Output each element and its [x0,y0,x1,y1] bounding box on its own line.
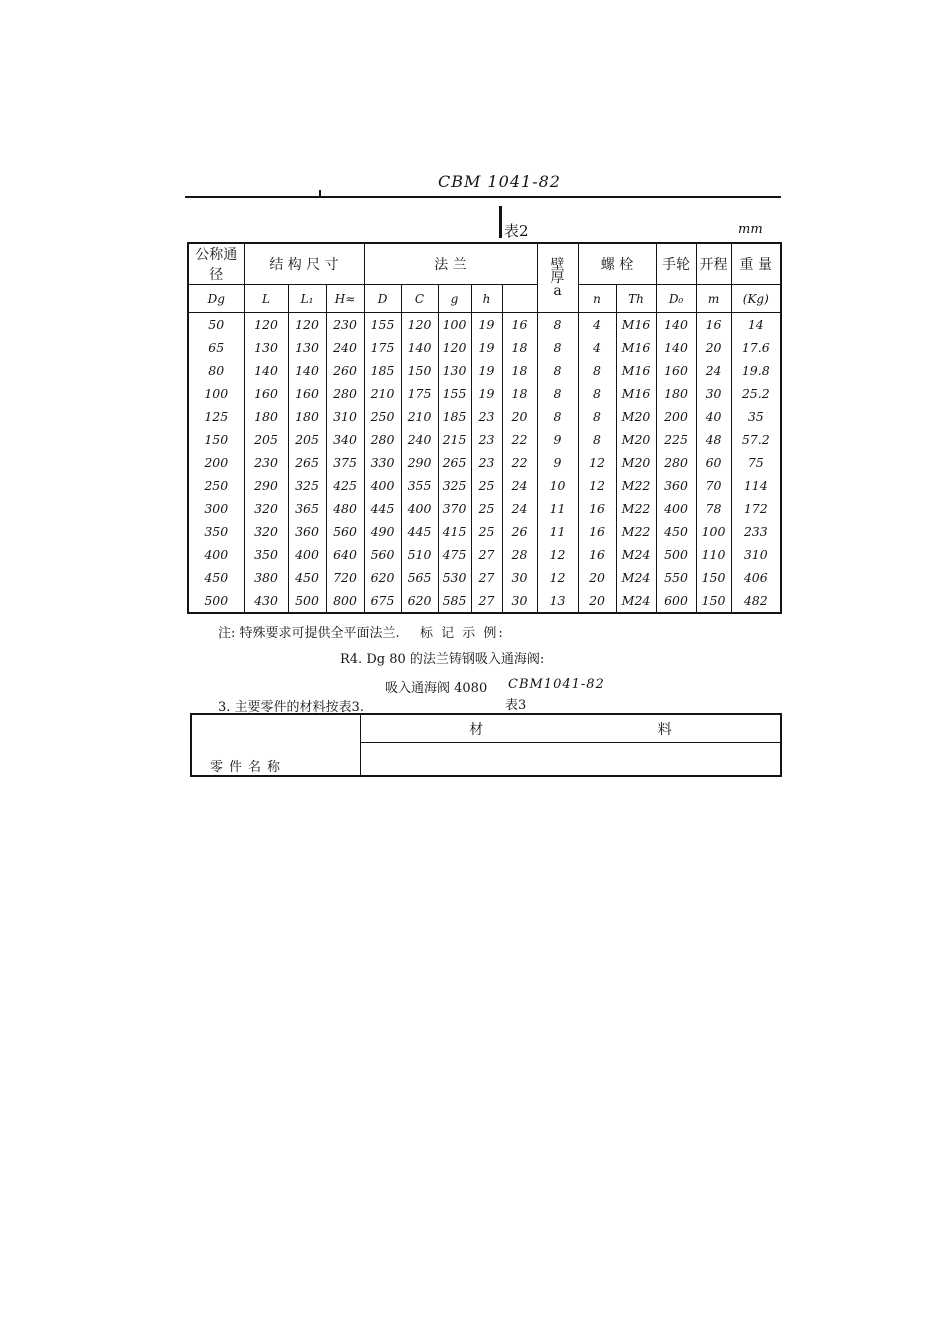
table-cell: 620 [364,566,401,589]
table-cell: M16 [616,313,656,337]
column-header: D [364,285,401,313]
marking-example-heading: 标 记 示 例: [420,626,505,641]
table-cell: 406 [731,566,781,589]
marking-example-mark: 吸入通海阀 4080 [385,681,488,696]
table-cell: 100 [696,520,731,543]
table-cell: 125 [188,405,244,428]
table-cell: 12 [537,543,578,566]
table-cell: 12 [578,451,616,474]
unit-label: mm [738,222,763,237]
table-cell: 19.8 [731,359,781,382]
table-row [188,428,781,451]
table3-label: 表3 [505,698,527,713]
table-cell: 57.2 [731,428,781,451]
header-wall-thickness: 壁 厚 a [537,243,578,313]
table-cell: 380 [244,566,288,589]
table-cell: 16 [696,313,731,337]
table-cell: 330 [364,451,401,474]
table-cell: 40 [696,405,731,428]
header-weight: 重 量 [731,243,781,285]
table-cell: 8 [578,359,616,382]
table-cell: 800 [326,589,364,613]
table-cell: 16 [578,497,616,520]
table-cell: 400 [288,543,326,566]
table-cell: 23 [471,405,502,428]
table-cell: 340 [326,428,364,451]
materials-table-clip [190,713,782,775]
table-cell: 210 [364,382,401,405]
header-part-name: 零件名称 [191,714,361,776]
table-cell: 8 [578,405,616,428]
table-row [188,313,781,337]
table-cell: 130 [438,359,471,382]
table-cell: 280 [656,451,696,474]
table-cell: 225 [656,428,696,451]
table-cell: 180 [244,405,288,428]
table-cell: 140 [244,359,288,382]
column-header: m [696,285,731,313]
table-cell: 560 [326,520,364,543]
table-cell: 27 [471,589,502,613]
table-cell: 565 [401,566,438,589]
table-cell: M22 [616,520,656,543]
table-cell: 100 [188,382,244,405]
table-cell: 20 [696,336,731,359]
table-cell: 325 [288,474,326,497]
table-cell: 360 [288,520,326,543]
table2-body [188,313,781,614]
table-cell: 260 [326,359,364,382]
table-cell: 8 [537,313,578,337]
table-cell: M16 [616,382,656,405]
table-cell: 230 [244,451,288,474]
table-cell: 11 [537,520,578,543]
table-cell: 130 [288,336,326,359]
table-cell: 175 [401,382,438,405]
table-cell: 18 [502,359,537,382]
table-cell: 350 [244,543,288,566]
table-cell: 160 [244,382,288,405]
table-cell: 12 [537,566,578,589]
table-cell: 280 [364,428,401,451]
table-cell: 445 [401,520,438,543]
table-cell: 375 [326,451,364,474]
table-cell: 10 [537,474,578,497]
table-cell: 24 [502,474,537,497]
table-cell: 22 [502,428,537,451]
table-cell: 12 [578,474,616,497]
table-cell: 150 [696,566,731,589]
table-cell: 100 [438,313,471,337]
table-cell: 560 [364,543,401,566]
column-header [502,285,537,313]
table-cell: 510 [401,543,438,566]
table-cell: 320 [244,520,288,543]
table-row [188,520,781,543]
table-cell: 35 [731,405,781,428]
table-cell: 75 [731,451,781,474]
table-cell: 200 [188,451,244,474]
table-cell: 28 [502,543,537,566]
table-cell: 530 [438,566,471,589]
table2-label: 表2 [504,222,529,240]
table-cell: 240 [326,336,364,359]
table-row [188,336,781,359]
column-header: (Kg) [731,285,781,313]
table-cell: 25.2 [731,382,781,405]
table-cell: 280 [326,382,364,405]
table-row [188,497,781,520]
table-row [188,451,781,474]
table-cell: 265 [438,451,471,474]
table-cell: 23 [471,428,502,451]
table-cell: 19 [471,359,502,382]
table-cell: 450 [656,520,696,543]
materials-note: 3. 主要零件的材料按表3. [218,700,364,715]
table-cell: 120 [244,313,288,337]
table-cell: 26 [502,520,537,543]
table-row [188,543,781,566]
table-cell: 320 [244,497,288,520]
header-material: 材 料 [361,714,782,743]
table-cell: 450 [188,566,244,589]
table-cell: 480 [326,497,364,520]
column-header: D₀ [656,285,696,313]
column-header: n [578,285,616,313]
table-cell: 8 [537,336,578,359]
table-cell: 400 [364,474,401,497]
table-cell: 20 [578,566,616,589]
table-cell: 16 [578,543,616,566]
table-cell: 155 [438,382,471,405]
table-cell: M20 [616,428,656,451]
table-cell: 22 [502,451,537,474]
table-cell: 150 [696,589,731,613]
table-cell: 500 [288,589,326,613]
document-code: CBM 1041-82 [438,172,561,191]
column-header: Dg [188,285,244,313]
materials-table [190,713,782,777]
table-cell: M20 [616,451,656,474]
table-cell: 80 [188,359,244,382]
table-cell: 355 [401,474,438,497]
table-cell: 60 [696,451,731,474]
table-cell: 27 [471,566,502,589]
column-header: g [438,285,471,313]
table-cell: 8 [537,382,578,405]
table-cell: 310 [326,405,364,428]
table-cell: 230 [326,313,364,337]
table-cell: 205 [244,428,288,451]
table-cell: 215 [438,428,471,451]
table-cell: 70 [696,474,731,497]
table-cell: 150 [401,359,438,382]
table-cell: 430 [244,589,288,613]
table-cell: 19 [471,382,502,405]
table-cell: 120 [438,336,471,359]
marking-example-description: R4. Dg 80 的法兰铸钢吸入通海阀: [340,652,545,667]
table-row [191,714,781,743]
table-cell: 325 [438,474,471,497]
table-cell: 180 [288,405,326,428]
table-cell: 24 [502,497,537,520]
table-row [188,405,781,428]
table-cell: M22 [616,497,656,520]
table-cell: 585 [438,589,471,613]
table-cell: 400 [656,497,696,520]
table-cell: 30 [696,382,731,405]
table-cell: 9 [537,451,578,474]
header-row-groups [188,243,781,285]
table-cell: 25 [471,474,502,497]
table-cell: 8 [578,382,616,405]
table-row [188,382,781,405]
table-cell: 265 [288,451,326,474]
table-cell: 114 [731,474,781,497]
table-cell: 185 [438,405,471,428]
table-cell: 65 [188,336,244,359]
table-cell: 9 [537,428,578,451]
header-row-columns [188,285,781,313]
table-row [188,474,781,497]
table-cell: 150 [188,428,244,451]
table-cell: 140 [656,313,696,337]
table-cell: M16 [616,359,656,382]
table-cell: 200 [656,405,696,428]
table-cell: 110 [696,543,731,566]
table-cell: 400 [188,543,244,566]
table-cell: 16 [578,520,616,543]
table-row [188,589,781,613]
column-header: Th [616,285,656,313]
table-cell: 16 [502,313,537,337]
table-cell: 4 [578,336,616,359]
table-cell: 30 [502,566,537,589]
table-cell: 290 [244,474,288,497]
table-cell: 365 [288,497,326,520]
column-header: C [401,285,438,313]
dimension-table [187,242,782,614]
table-cell: 720 [326,566,364,589]
table-cell: 550 [656,566,696,589]
table-cell: 482 [731,589,781,613]
header-rule [185,196,781,198]
table-cell: 450 [288,566,326,589]
table-cell: 210 [401,405,438,428]
table-cell [361,743,782,777]
table-cell: 500 [188,589,244,613]
table-cell: 8 [537,405,578,428]
table-cell: 130 [244,336,288,359]
table-cell: 160 [288,382,326,405]
table-cell: 120 [288,313,326,337]
header-stroke: 开程 [696,243,731,285]
table-cell: 4 [578,313,616,337]
table-cell: 78 [696,497,731,520]
table-cell: 19 [471,313,502,337]
table-cell: M24 [616,543,656,566]
table-cell: 675 [364,589,401,613]
table-cell: 250 [188,474,244,497]
table-cell: 160 [656,359,696,382]
table-cell: 350 [188,520,244,543]
column-header: h [471,285,502,313]
table-cell: M22 [616,474,656,497]
margin-mark [499,206,502,238]
table-cell: 600 [656,589,696,613]
table-cell: 172 [731,497,781,520]
table-cell: 19 [471,336,502,359]
table-cell: 233 [731,520,781,543]
column-header: L [244,285,288,313]
table-cell: 300 [188,497,244,520]
table-cell: 140 [288,359,326,382]
table-cell: 25 [471,497,502,520]
table-cell: 290 [401,451,438,474]
table-cell: 18 [502,382,537,405]
table-cell: 140 [401,336,438,359]
table-cell: 11 [537,497,578,520]
table-cell: 185 [364,359,401,382]
table-cell: 445 [364,497,401,520]
table-cell: 360 [656,474,696,497]
table-cell: 25 [471,520,502,543]
table-cell: 310 [731,543,781,566]
marking-example-code: CBM1041-82 [508,677,605,692]
table-cell: M24 [616,566,656,589]
table-cell: 30 [502,589,537,613]
column-header: L₁ [288,285,326,313]
table-cell: 370 [438,497,471,520]
table-cell: 48 [696,428,731,451]
table-cell: 20 [578,589,616,613]
table-cell: 175 [364,336,401,359]
table-cell: 180 [656,382,696,405]
table-cell: 475 [438,543,471,566]
table-cell: 8 [537,359,578,382]
note-special-flange: 注: 特殊要求可提供全平面法兰. [218,626,400,641]
table-cell: 205 [288,428,326,451]
table-cell: 640 [326,543,364,566]
table-cell: 13 [537,589,578,613]
table-row [188,566,781,589]
table-row [188,359,781,382]
table-cell: 120 [401,313,438,337]
header-handwheel: 手轮 [656,243,696,285]
table-cell: 490 [364,520,401,543]
table-cell: 140 [656,336,696,359]
table-cell: 27 [471,543,502,566]
header-bolts: 螺 栓 [578,243,656,285]
table-cell: 250 [364,405,401,428]
table-cell: 50 [188,313,244,337]
header-flange: 法 兰 [364,243,537,285]
table-cell: 240 [401,428,438,451]
table-cell: 415 [438,520,471,543]
header-structure-dims: 结 构 尺 寸 [244,243,364,285]
table-cell: 425 [326,474,364,497]
table-cell: 400 [401,497,438,520]
table-cell: M16 [616,336,656,359]
table-cell: 23 [471,451,502,474]
table-cell: 24 [696,359,731,382]
table-cell: M20 [616,405,656,428]
table-cell: M24 [616,589,656,613]
table-cell: 155 [364,313,401,337]
header-nominal-diameter: 公称通径 [188,243,244,285]
table-cell: 500 [656,543,696,566]
table-cell: 17.6 [731,336,781,359]
table-cell: 14 [731,313,781,337]
table-cell: 8 [578,428,616,451]
table-cell: 620 [401,589,438,613]
table-cell: 20 [502,405,537,428]
column-header: H≈ [326,285,364,313]
table-cell: 18 [502,336,537,359]
